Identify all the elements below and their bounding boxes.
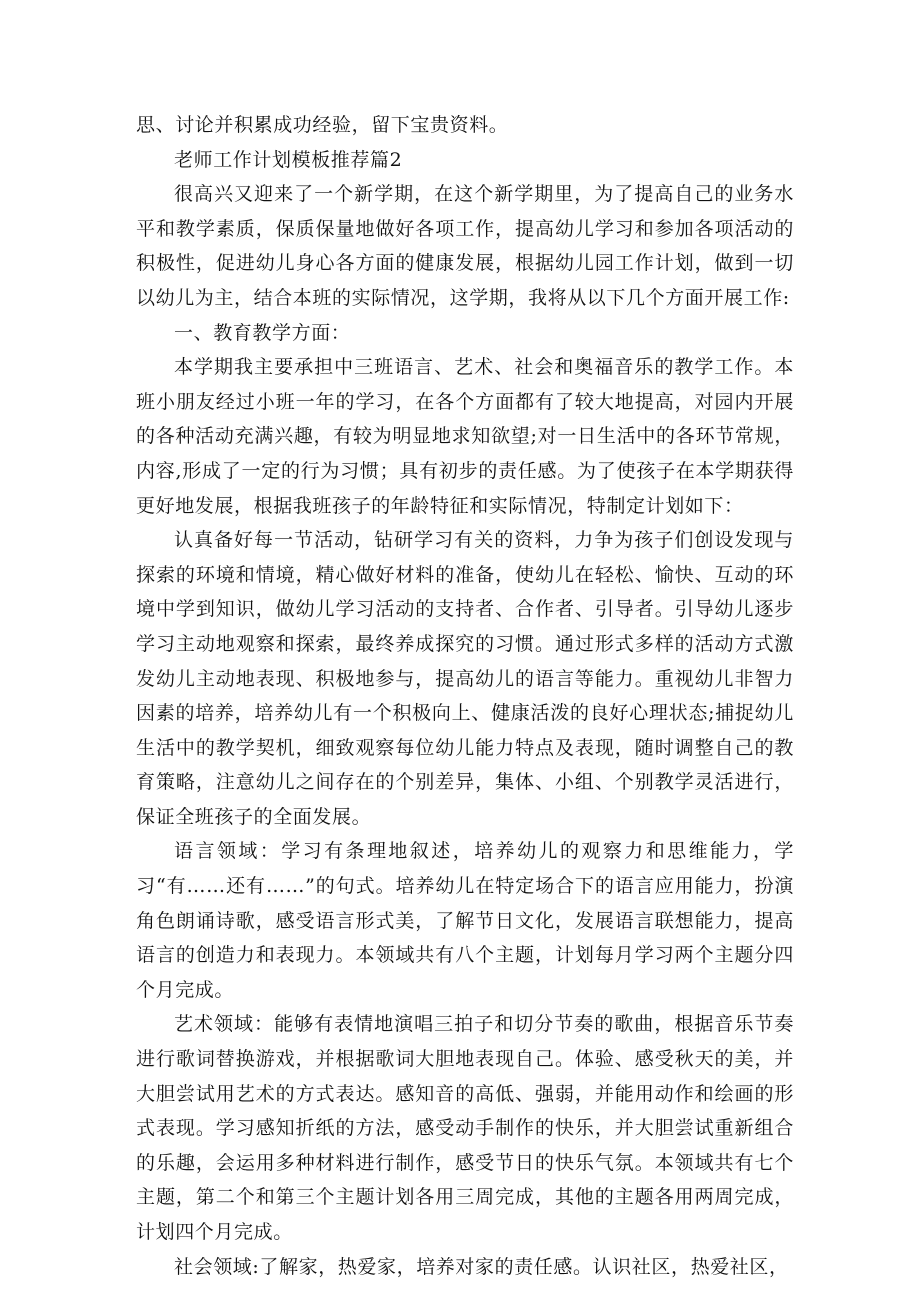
paragraph-continuation: 思、讨论并积累成功经验，留下宝贵资料。 xyxy=(136,114,509,136)
section-heading-teaching: 一、教育教学方面： xyxy=(174,321,351,344)
paragraph-social-domain: 社会领域:了解家，热爱家，培养对家的责任感。认识社区，热爱社区， xyxy=(174,1255,789,1278)
section-title: 老师工作计划模板推荐篇2 xyxy=(174,148,403,171)
paragraph-class-overview: 本学期我主要承担中三班语言、艺术、社会和奥福音乐的教学工作。本班小朋友经过小班一年的学习，在各个方面都有了较大地提高，对园内开展的各种活动充满兴趣，有较为明显地求知欲望;对一日生活中的各环节常规，内容,形成了一定的行为习惯；具有初步的责任感。为了使孩子在本学期获得更好地发展，根据我班孩子的年龄特征和实际情况，特制定计划如下： xyxy=(136,356,794,517)
paragraph-intro: 很高兴又迎来了一个新学期，在这个新学期里，为了提高自己的业务水平和教学素质，保质保量地做好各项工作，提高幼儿学习和参加各项活动的积极性，促进幼儿身心各方面的健康发展，根据幼儿园工作计划，做到一切以幼儿为主，结合本班的实际情况，这学期，我将从以下几个方面开展工作: xyxy=(136,183,794,309)
document-body xyxy=(136,108,794,1284)
paragraph-art-domain: 艺术领域：能够有表情地演唱三拍子和切分节奏的歌曲，根据音乐节奏进行歌词替换游戏，并根据歌词大胆地表现自己。体验、感受秋天的美，并大胆尝试用艺术的方式表达。感知音的高低、强弱，并能用动作和绘画的形式表现。学习感知折纸的方法，感受动手制作的快乐，并大胆尝试重新组合的乐趣，会运用多种材料进行制作，感受节日的快乐气氛。本领域共有七个主题，第二个和第三个主题计划各用三周完成，其他的主题各用两周完成，计划四个月完成。 xyxy=(136,1013,794,1243)
paragraph-language-domain: 语言领域：学习有条理地叙述，培养幼儿的观察力和思维能力，学习“有……还有……”的句式。培养幼儿在特定场合下的语言应用能力，扮演角色朗诵诗歌，感受语言形式美，了解节日文化，发展语言联想能力，提高语言的创造力和表现力。本领域共有八个主题，计划每月学习两个主题分四个月完成。 xyxy=(136,840,794,1001)
paragraph-lesson-preparation: 认真备好每一节活动，钻研学习有关的资料，力争为孩子们创设发现与探索的环境和情境，精心做好材料的准备，使幼儿在轻松、愉快、互动的环境中学到知识，做幼儿学习活动的支持者、合作者、引导者。引导幼儿逐步学习主动地观察和探索，最终养成探究的习惯。通过形式多样的活动方式激发幼儿主动地表现、积极地参与，提高幼儿的语言等能力。重视幼儿非智力因素的培养，培养幼儿有一个积极向上、健康活泼的良好心理状态;捕捉幼儿生活中的教学契机，细致观察每位幼儿能力特点及表现，随时调整自己的教育策略，注意幼儿之间存在的个别差异，集体、小组、个别教学灵活进行，保证全班孩子的全面发展。 xyxy=(136,529,794,828)
